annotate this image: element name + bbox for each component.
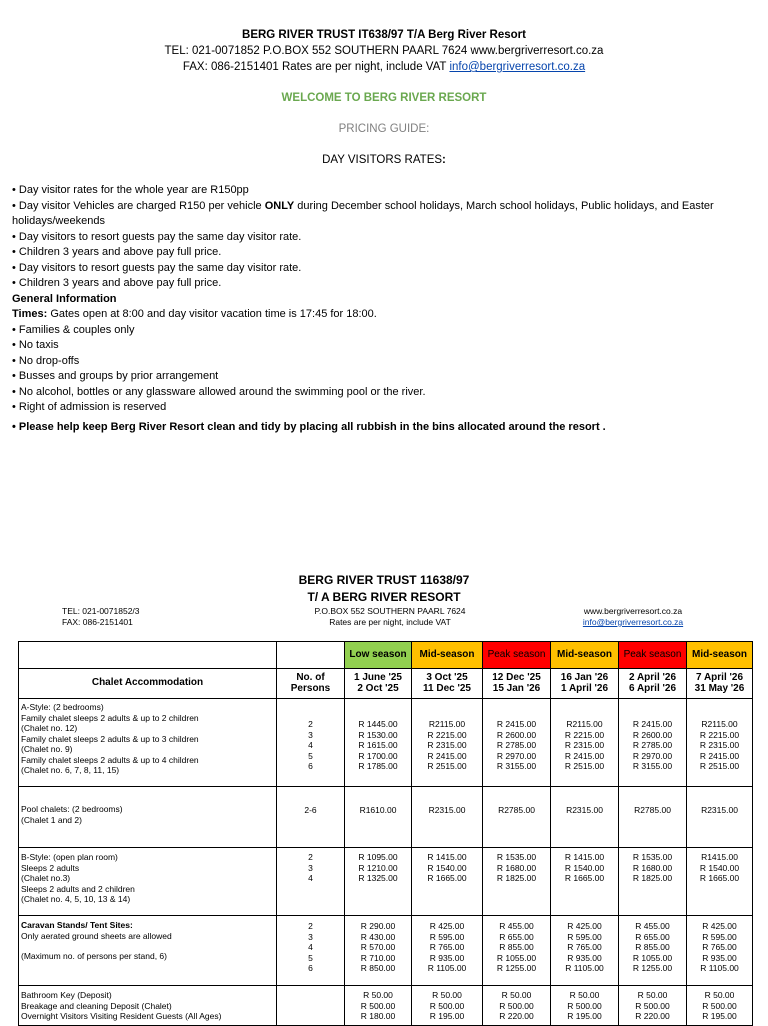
row-label-line: Sleeps 2 adults	[21, 862, 80, 873]
date-cell	[412, 669, 483, 699]
persons-cell: 2 3 4 5 6	[277, 699, 345, 787]
price-cell: R 1415.00 R 1540.00 R 1665.00	[551, 848, 619, 916]
rates-note: Rates are per night, include VAT	[329, 617, 451, 627]
price-cell: R2115.00 R 2215.00 R 2315.00 R 2415.00 R 2515.00	[551, 699, 619, 787]
season-peak: Peak season	[483, 642, 551, 669]
table-row	[19, 848, 753, 916]
row-label-heading: Pool chalets:	[21, 804, 70, 814]
row-label-line: Sleeps 2 adults and 2 children	[21, 883, 135, 894]
dates-row	[19, 669, 753, 699]
row-label	[19, 787, 277, 848]
row-label-line	[21, 804, 274, 815]
contact-text-2: FAX: 086-2151401 Rates are per night, include VAT	[182, 61, 450, 73]
price-cell: R2115.00 R 2215.00 R 2315.00 R 2415.00 R 2515.00	[412, 699, 483, 787]
persons-cell: 2 3 4 5 6	[277, 916, 345, 986]
date-cell	[687, 669, 753, 699]
price-cell: R 50.00 R 500.00 R 220.00	[483, 986, 551, 1026]
price-cell: R2315.00	[551, 787, 619, 848]
price-cell: R 290.00 R 430.00 R 570.00 R 710.00 R 850.00	[345, 916, 412, 986]
row-label-line: Breakage and cleaning Deposit (Chalet)	[21, 1000, 172, 1011]
date-cell	[345, 669, 412, 699]
season-peak: Peak season	[619, 642, 687, 669]
list-item: • Busses and groups by prior arrangement	[12, 370, 219, 382]
times-text: Gates open at 8:00 and day visitor vacation time is 17:45 for 18:00.	[47, 308, 377, 320]
col-header-persons: No. of Persons	[277, 669, 345, 699]
times-label: Times:	[12, 308, 48, 320]
price-cell: R2315.00	[687, 787, 753, 848]
price-cell: R 455.00 R 655.00 R 855.00 R 1055.00 R 1255.00	[483, 916, 551, 986]
row-label-line: Family chalet sleeps 2 adults & up to 2 children	[21, 712, 199, 723]
row-label-line: (Chalet no. 12)	[21, 723, 78, 733]
day-visitors-text: DAY VISITORS RATES	[322, 154, 443, 166]
list-item	[12, 307, 762, 323]
price-cell: R 425.00 R 595.00 R 765.00 R 935.00 R 1105.00	[687, 916, 753, 986]
day-visitors-heading	[0, 152, 768, 168]
only-text: ONLY	[264, 199, 295, 212]
season-mid: Mid-season	[551, 642, 619, 669]
vehicle-text-post: during December school holidays, March school holidays, Public holidays, and Easter holidays/weekends	[12, 199, 714, 227]
date-to: 1 April '26	[560, 682, 609, 694]
date-to: 31 May '26	[694, 682, 745, 694]
table-row	[19, 699, 753, 787]
price-cell: R2115.00 R 2215.00 R 2315.00 R 2415.00 R 2515.00	[687, 699, 753, 787]
row-label-heading: A-Style:	[21, 702, 51, 712]
price-cell: R 2415.00 R 2600.00 R 2785.00 R 2970.00 R 3155.00	[619, 699, 687, 787]
row-label-rest: (open plan room)	[50, 852, 118, 862]
date-from: 1 June '25	[354, 672, 402, 683]
email-link[interactable]: info@bergriverresort.co.za	[449, 61, 586, 73]
price-cell: R2785.00	[483, 787, 551, 848]
list-item: • Day visitors to resort guests pay the same day visitor rate.	[12, 230, 302, 243]
col-header-accommodation: Chalet Accommodation	[19, 669, 277, 699]
contact-text-1: TEL: 021-0071852 P.O.BOX 552 SOUTHERN PAARL 7624	[164, 45, 471, 57]
persons-cell	[277, 986, 345, 1026]
price-cell: R 1415.00 R 1540.00 R 1665.00	[412, 848, 483, 916]
row-label-line: (Maximum no. of persons per stand, 6)	[21, 951, 167, 961]
general-info-heading: General Information	[12, 292, 117, 305]
list-item: • No drop-offs	[12, 354, 80, 367]
list-item: • No alcohol, bottles or any glassware allowed around the swimming pool or the river.	[12, 385, 426, 398]
list-item: • Day visitor rates for the whole year are R150pp	[12, 184, 249, 196]
row-label-line: (Chalet 1 and 2)	[21, 814, 82, 825]
date-cell	[483, 669, 551, 699]
date-from: 3 Oct '25	[426, 672, 468, 683]
price-cell: R 50.00 R 500.00 R 195.00	[687, 986, 753, 1026]
row-label	[19, 699, 277, 787]
price-cell: R 425.00 R 595.00 R 765.00 R 935.00 R 1105.00	[551, 916, 619, 986]
rates-table	[18, 641, 753, 1026]
contact-line-1	[0, 43, 768, 59]
list-item: • Children 3 years and above pay full price.	[12, 277, 222, 289]
section2-title-1: BERG RIVER TRUST 11638/97	[298, 573, 470, 587]
pricing-guide-heading: PRICING GUIDE:	[338, 123, 430, 135]
resort-title: BERG RIVER TRUST IT638/97 T/A Berg River Resort	[242, 29, 526, 41]
email-link-2[interactable]: info@bergriverresort.co.za	[582, 617, 684, 627]
price-cell: R1415.00 R 1540.00 R 1665.00	[687, 848, 753, 916]
blank-cell	[277, 642, 345, 669]
table-row	[19, 787, 753, 848]
info-list	[12, 183, 762, 435]
row-label-line	[21, 920, 274, 931]
row-label-line	[21, 702, 274, 713]
season-row	[19, 642, 753, 669]
email-wrap	[568, 617, 698, 627]
row-label	[19, 848, 277, 916]
table-row	[19, 986, 753, 1026]
row-label-line: Family chalet sleeps 2 adults & up to 3 children	[21, 733, 199, 744]
price-cell: R 50.00 R 500.00 R 195.00	[551, 986, 619, 1026]
date-to: 11 Dec '25	[423, 682, 471, 694]
row-label-line	[21, 941, 274, 951]
table-row	[19, 916, 753, 986]
row-label	[19, 986, 277, 1026]
season-mid: Mid-season	[687, 642, 753, 669]
price-cell: R 425.00 R 595.00 R 765.00 R 935.00 R 1105.00	[412, 916, 483, 986]
price-cell: R 2415.00 R 2600.00 R 2785.00 R 2970.00 R 3155.00	[483, 699, 551, 787]
price-cell: R2315.00	[412, 787, 483, 848]
row-label-line: Family chalet sleeps 2 adults & up to 4 children	[21, 754, 199, 765]
vehicle-text: • Day visitor Vehicles are charged R150 per vehicle	[12, 199, 265, 212]
list-item: • Families & couples only	[12, 323, 135, 336]
fax-text: FAX: 086-2151401	[62, 617, 133, 627]
date-from: 16 Jan '26	[560, 672, 609, 683]
row-label-line: (Chalet no. 6, 7, 8, 11, 15)	[21, 765, 120, 775]
season-low: Low season	[345, 642, 412, 669]
price-cell: R1610.00	[345, 787, 412, 848]
list-item: • No taxis	[12, 339, 59, 351]
date-cell	[551, 669, 619, 699]
website-text: www.bergriverresort.co.za	[470, 45, 604, 57]
date-to: 6 April '26	[628, 682, 677, 694]
list-item: • Right of admission is reserved	[12, 401, 167, 413]
day-visitors-colon: :	[442, 154, 446, 166]
price-cell: R 50.00 R 500.00 R 220.00	[619, 986, 687, 1026]
persons-cell: 2-6	[277, 787, 345, 848]
row-label-line: Overnight Visitors Visiting Resident Guests (All Ages)	[21, 1011, 222, 1021]
price-cell: R 1535.00 R 1680.00 R 1825.00	[619, 848, 687, 916]
list-item: • Please help keep Berg River Resort clean and tidy by placing all rubbish in the bins allocated around the resort .	[12, 420, 606, 433]
row-label-line: (Chalet no.3)	[21, 873, 71, 883]
welcome-heading: WELCOME TO BERG RIVER RESORT	[281, 92, 487, 104]
row-label-line	[21, 852, 274, 863]
row-label-line: (Chalet no. 9)	[21, 744, 73, 754]
price-cell: R 455.00 R 655.00 R 855.00 R 1055.00 R 1255.00	[619, 916, 687, 986]
list-item	[12, 199, 762, 230]
date-to: 15 Jan '26	[492, 682, 541, 694]
price-cell: R 50.00 R 500.00 R 180.00	[345, 986, 412, 1026]
website-text-2: www.bergriverresort.co.za	[583, 606, 683, 616]
list-item: • Day visitors to resort guests pay the same day visitor rate.	[12, 261, 302, 274]
tel-text: TEL: 021-0071852/3	[62, 606, 140, 616]
row-label-line: Bathroom Key (Deposit)	[21, 990, 112, 1000]
date-to: 2 Oct '25	[357, 682, 399, 694]
blank-cell	[19, 642, 277, 669]
rate-rows	[19, 699, 753, 1026]
row-label-heading: B-Style:	[21, 852, 51, 862]
date-from: 7 April '26	[695, 672, 744, 683]
section2-title-2: T/ A BERG RIVER RESORT	[307, 590, 461, 604]
po-text: P.O.BOX 552 SOUTHERN PAARL 7624	[314, 606, 466, 616]
row-label-rest: (2 bedrooms)	[69, 804, 123, 814]
row-label-line: (Chalet no. 4, 5, 10, 13 & 14)	[21, 894, 131, 904]
season-mid: Mid-season	[412, 642, 483, 669]
persons-cell: 2 3 4	[277, 848, 345, 916]
price-cell: R 50.00 R 500.00 R 195.00	[412, 986, 483, 1026]
contact-line-2	[0, 59, 768, 75]
row-label	[19, 916, 277, 986]
date-from: 12 Dec '25	[492, 672, 541, 683]
price-cell: R 1445.00 R 1530.00 R 1615.00 R 1700.00 R 1785.00	[345, 699, 412, 787]
row-label-rest: (2 bedrooms)	[50, 702, 104, 712]
price-cell: R 1095.00 R 1210.00 R 1325.00	[345, 848, 412, 916]
row-label-heading: Caravan Stands/ Tent Sites:	[21, 920, 133, 930]
price-cell: R 1535.00 R 1680.00 R 1825.00	[483, 848, 551, 916]
list-item: • Children 3 years and above pay full price.	[12, 246, 222, 258]
row-label-line: Only aerated ground sheets are allowed	[21, 930, 172, 941]
date-cell	[619, 669, 687, 699]
price-cell: R2785.00	[619, 787, 687, 848]
date-from: 2 April '26	[628, 672, 677, 683]
